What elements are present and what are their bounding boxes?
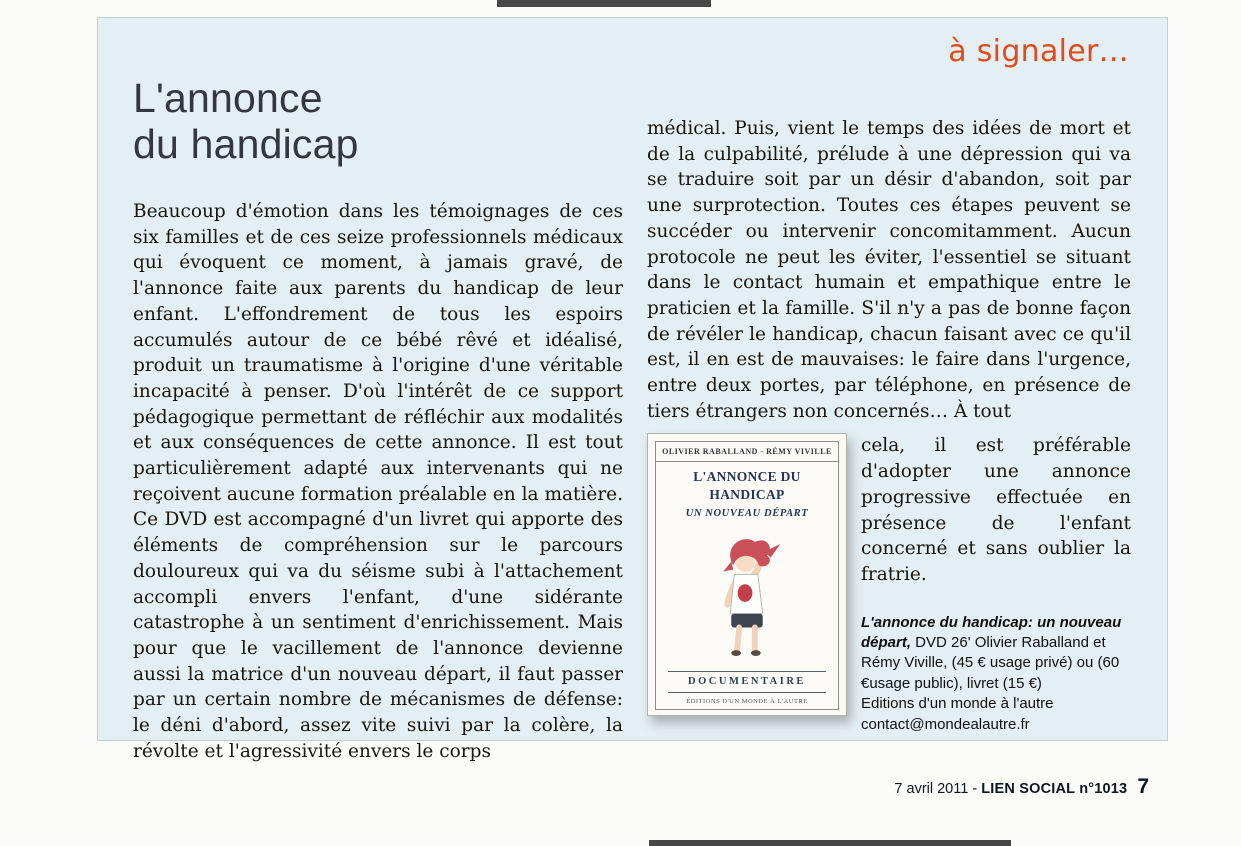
section-tag: à signaler… xyxy=(948,34,1129,69)
article-title-line2: du handicap xyxy=(133,120,359,167)
article-title xyxy=(133,76,359,168)
footer-page-number: 7 xyxy=(1137,775,1149,798)
right-column-paragraph: médical. Puis, vient le temps des idées de mort et de la culpabilité, prélude à une dépression qui va se traduire soit par un désir d'abandon, soit par une surprotection. Toutes ces étapes peuvent se succéder ou intervenir concomitamment. Aucun protocole ne peut les éviter, l'essentiel se situant dans le contact humain et empathique entre le praticien et la famille. S'il n'y a pas de bonne façon de révéler le handicap, chacun faisant avec ce qu'il est, il en est de mauvaises: le faire dans l'urgence, entre deux portes, par téléphone, en présence de tiers étrangers non concernés… À tout xyxy=(647,118,1131,422)
footer-issue: LIEN SOCIAL n°1013 xyxy=(981,781,1128,797)
dvd-cover-illustration xyxy=(656,522,838,671)
article-panel xyxy=(97,17,1168,762)
dvd-cover-subtitle: UN NOUVEAU DÉPART xyxy=(685,508,809,520)
dvd-cover-publisher: ÉDITIONS D'UN MONDE À L'AUTRE xyxy=(686,698,808,706)
caption-details: DVD 26' Olivier Raballand et Rémy Viville, (45 € usage privé) ou (60 €usage public), livret (15 €) xyxy=(861,634,1120,692)
article-right-column xyxy=(647,116,1131,735)
footer-date: 7 avril 2011 - xyxy=(894,781,982,797)
right-column-paragraph-continued: cela, il est préférable d'adopter une annonce progressive effectuée en présence de l'enfant concerné et sans oublier la fratrie. xyxy=(861,435,1131,585)
caption-title: L'annonce du handicap: un nouveau départ, xyxy=(861,613,1122,652)
scan-artifact-top xyxy=(497,0,711,7)
dvd-cover-authors: OLIVIER RABALLAND - RÉMY VIVILLE xyxy=(656,442,838,461)
article-left-column: Beaucoup d'émotion dans les témoignages de ces six familles et de ces seize professionnels médicaux qui évoquent ce moment, à jamais gravé, de l'annonce faite aux parents du handicap de leur enfant. L'effondrement de tous les espoirs accumulés autour de ce bébé rêvé et idéalisé, produit un traumatisme à l'origine d'une véritable incapacité à penser. D'où l'intérêt de ce support pédagogique permettant de réfléchir aux modalités et aux conséquences de cette annonce. Il est tout particulièrement adapté aux intervenants qui ne reçoivent aucune formation préalable en la matière. Ce DVD est accompagné d'un livret qui apporte des éléments de compréhension sur le parcours douloureux qui va du séisme subi à l'attachement accompli envers l'enfant, d'une sidérante catastrophe à un sentiment d'enrichissement. Mais pour que le vacillement de l'annonce devienne aussi la matrice d'un nouveau départ, il faut passer par un certain nombre de mécanismes de défense: le déni d'abord, assez vite suivi par la colère, la révolte et l'agressivité envers le corps xyxy=(133,201,623,762)
dvd-cover xyxy=(647,433,847,716)
caption-publisher: Editions d'un monde à l'autre xyxy=(861,695,1054,713)
dvd-caption xyxy=(861,613,1131,735)
dvd-cover-title: L'ANNONCE DU HANDICAP xyxy=(693,468,801,503)
article-title-line1: L'annonce xyxy=(133,75,323,121)
scan-artifact-bottom xyxy=(649,840,1011,846)
media-row xyxy=(647,433,1131,735)
text-beside-cover xyxy=(861,433,1131,735)
caption-contact: contact@mondealautre.fr xyxy=(861,715,1030,733)
page-footer xyxy=(894,775,1149,799)
dvd-cover-genre: DOCUMENTAIRE xyxy=(668,671,826,694)
dvd-cover-frame xyxy=(655,441,839,710)
